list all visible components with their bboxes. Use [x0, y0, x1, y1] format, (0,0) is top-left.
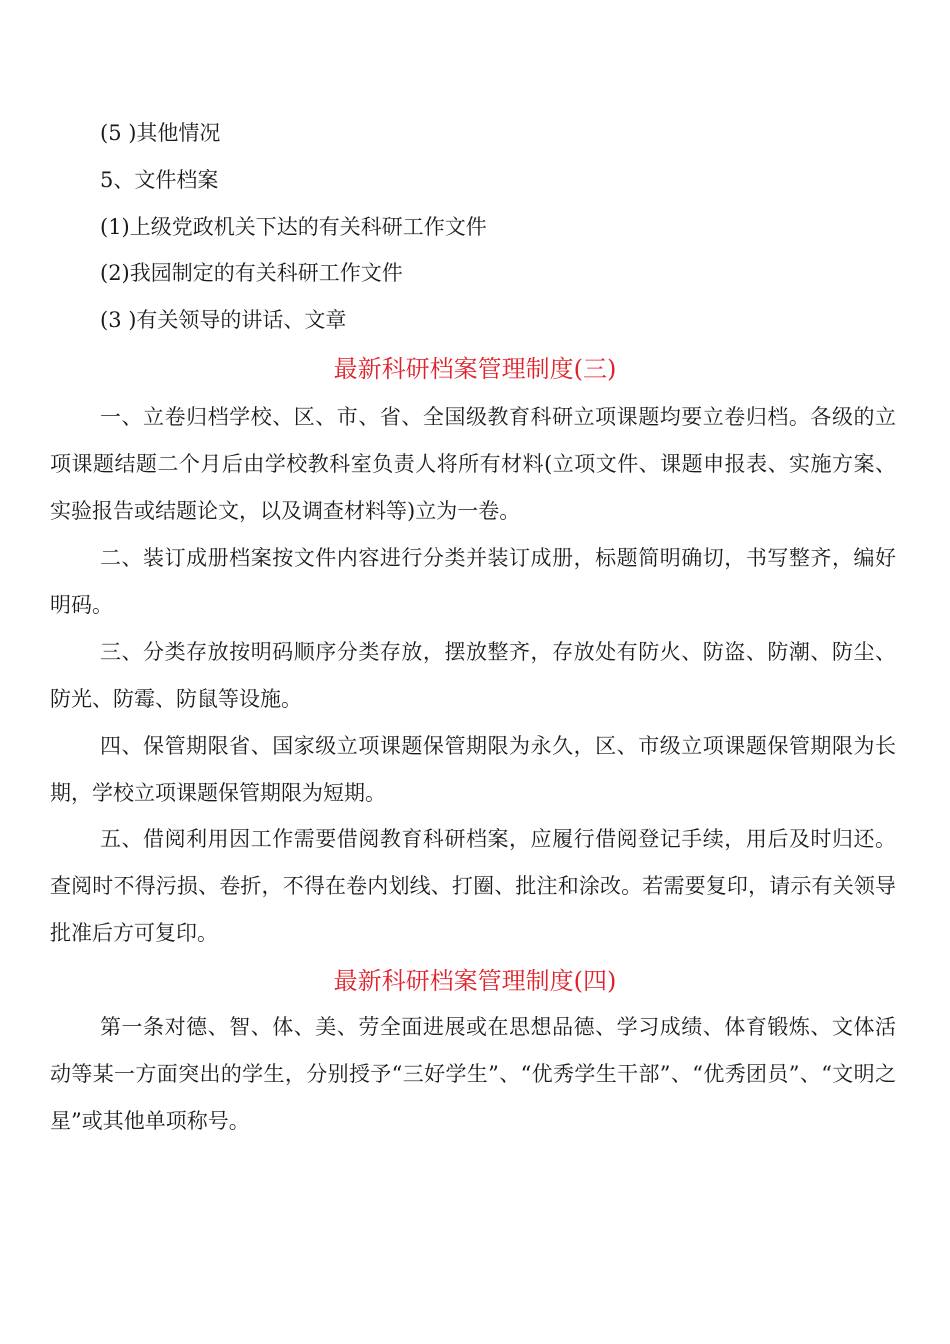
- list-item-superior-docs: (1)上级党政机关下达的有关科研工作文件: [100, 215, 487, 239]
- list-item-other: (5 )其他情况: [100, 121, 221, 145]
- paragraph-retention: 四、保管期限省、国家级立项课题保管期限为永久，区、市级立项课题保管期限为长期，学校立项课题保管期限为短期。: [50, 734, 896, 805]
- list-item-speeches: (3 )有关领导的讲话、文章: [100, 308, 347, 332]
- list-item-own-docs: (2)我园制定的有关科研工作文件: [100, 261, 403, 285]
- paragraph-binding: 二、装订成册档案按文件内容进行分类并装订成册，标题简明确切，书写整齐，编好明码。: [50, 546, 896, 617]
- paragraph-storage: 三、分类存放按明码顺序分类存放，摆放整齐，存放处有防火、防盗、防潮、防尘、防光、防霉、防鼠等设施。: [50, 640, 896, 711]
- list-item-file-archive: 5、文件档案: [100, 168, 219, 192]
- paragraph-borrowing: 五、借阅利用因工作需要借阅教育科研档案，应履行借阅登记手续，用后及时归还。查阅时不得污损、卷折，不得在卷内划线、打圈、批注和涂改。若需要复印，请示有关领导批准后方可复印。: [50, 827, 896, 945]
- paragraph-filing: 一、立卷归档学校、区、市、省、全国级教育科研立项课题均要立卷归档。各级的立项课题结题二个月后由学校教科室负责人将所有材料(立项文件、课题申报表、实施方案、实验报告或结题论文，以及调查材料等)立为一卷。: [50, 405, 896, 523]
- section-title-3: 最新科研档案管理制度(三): [333, 355, 617, 383]
- section-title-4: 最新科研档案管理制度(四): [333, 967, 617, 995]
- paragraph-article-1: 第一条对德、智、体、美、劳全面进展或在思想品德、学习成绩、体育锻炼、文体活动等某一方面突出的学生，分别授予“三好学生”、“优秀学生干部”、“优秀团员”、“文明之星”或其他单项称号。: [50, 1015, 896, 1133]
